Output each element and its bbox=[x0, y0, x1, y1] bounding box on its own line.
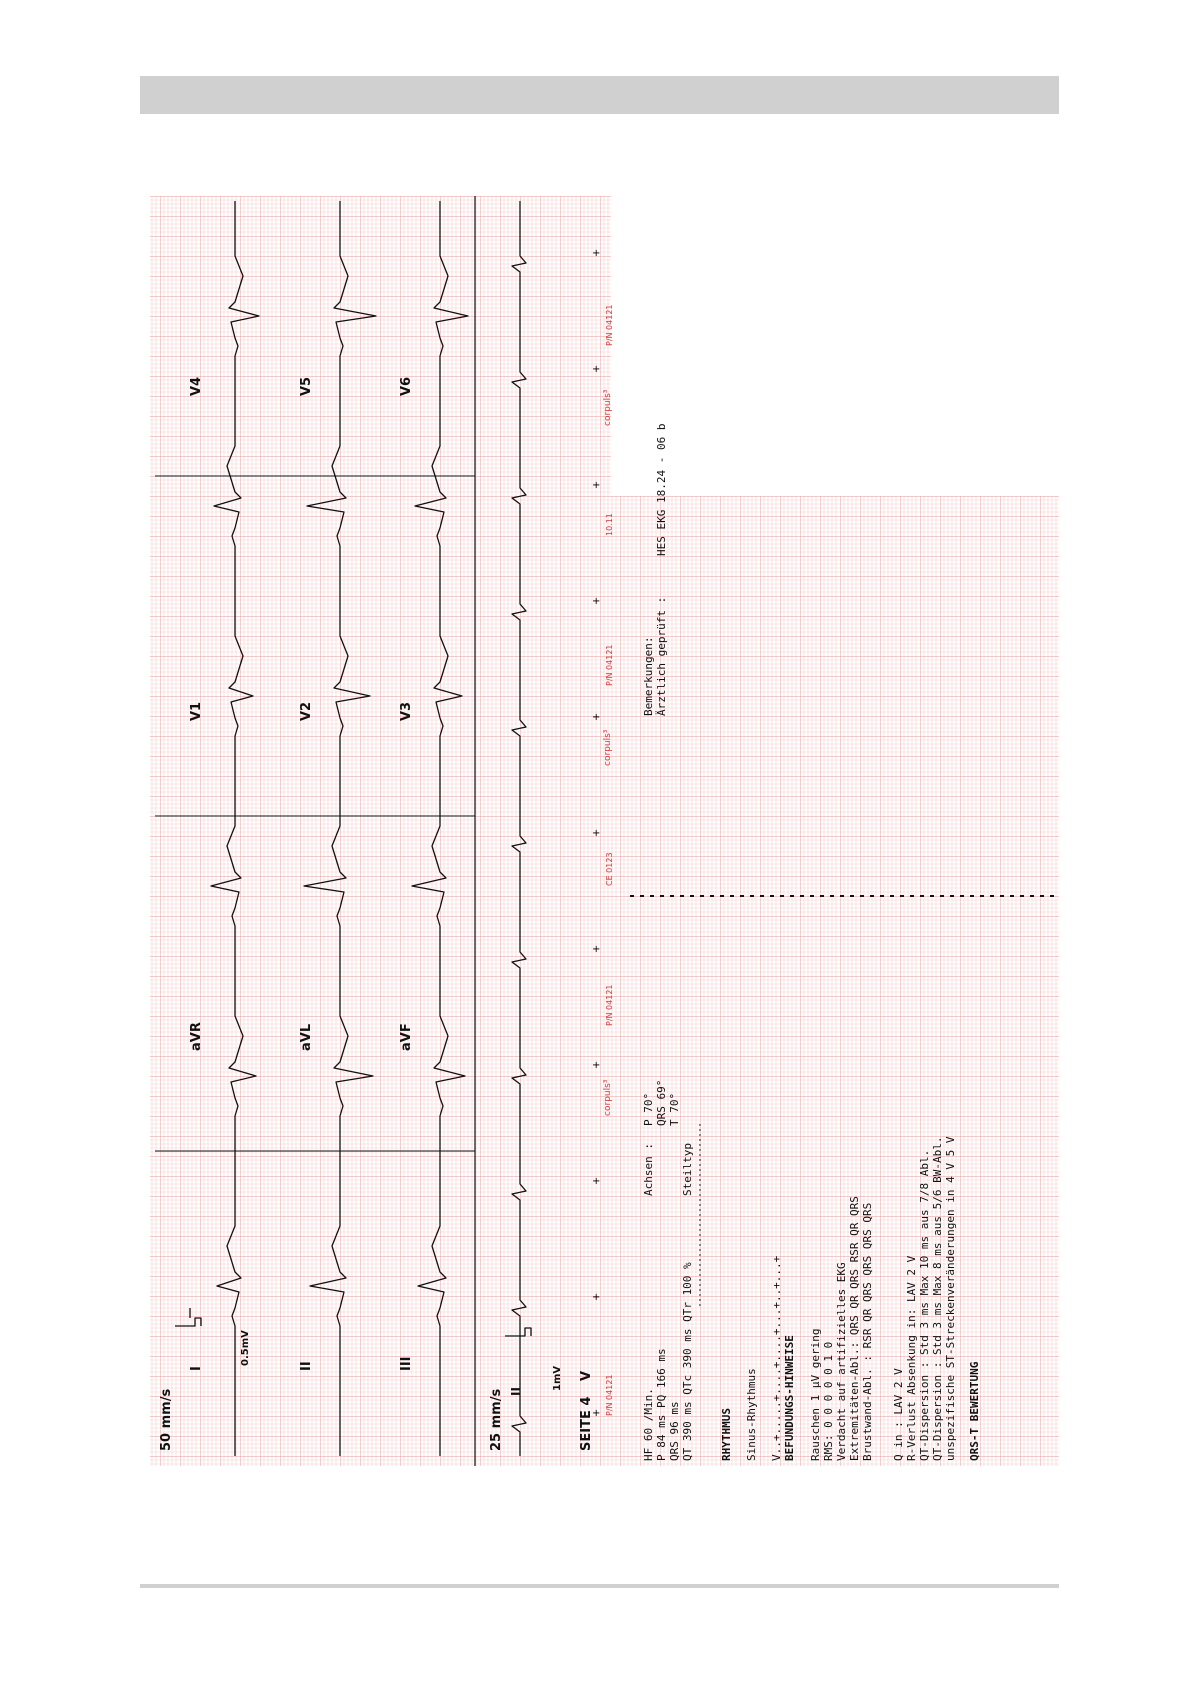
measure-line: P 84 ms PQ 166 ms bbox=[655, 1348, 668, 1461]
ecg-printout bbox=[140, 196, 1059, 1466]
code-mark: 10.11 bbox=[605, 513, 614, 536]
lead-label-v6: V6 bbox=[399, 376, 414, 396]
paper-tick-mark: + bbox=[592, 1060, 601, 1071]
lead-label-v5: V5 bbox=[299, 376, 314, 396]
paper-tick-mark: + bbox=[592, 1176, 601, 1187]
brand-mark: corpuls³ bbox=[603, 389, 613, 426]
remarks-label: Bemerkungen: bbox=[642, 636, 655, 716]
section-line: R-Verlust Absenkung in: LAV 2 V bbox=[905, 1255, 918, 1461]
axes-label: Achsen : bbox=[642, 1143, 655, 1196]
section-line: Rauschen 1 µV gering bbox=[809, 1328, 822, 1461]
speed-bottom-label: 25 mm/s bbox=[489, 1388, 504, 1451]
axis-qrs: QRS 69° bbox=[655, 1079, 668, 1126]
ce-mark: CE 0123 bbox=[605, 852, 614, 886]
page-label: SEITE 4 bbox=[579, 1396, 594, 1451]
section-title: RHYTHMUS bbox=[720, 1408, 733, 1461]
paper-tick-mark: + bbox=[592, 944, 601, 955]
axis-t: T 70° bbox=[668, 1092, 681, 1126]
measure-line: QRS 96 ms bbox=[668, 1401, 681, 1461]
paper-tick-mark: + bbox=[592, 1408, 601, 1419]
section-line: QT-Dispersion : Std 3 ms Max 10 ms aus 7/8 Abl. bbox=[918, 1149, 931, 1461]
pn-mark: P/N 04121 bbox=[605, 644, 614, 686]
lead-label-v1: V1 bbox=[189, 701, 204, 721]
lead-label-v4: V4 bbox=[189, 376, 204, 396]
paper-tick-mark: + bbox=[592, 596, 601, 607]
section-line: Sinus-Rhythmus bbox=[745, 1368, 758, 1461]
measure-line: HF 60 /Min. bbox=[642, 1388, 655, 1461]
lead-label-v2: V2 bbox=[299, 701, 314, 721]
lead-label-avr: aVR bbox=[189, 1022, 204, 1051]
section-line: RMS: 0 0 0 0 0 1 0 bbox=[822, 1341, 835, 1461]
brand-mark: corpuls³ bbox=[603, 729, 613, 766]
paper-tick-mark: + bbox=[592, 712, 601, 723]
lead-label-v3: V3 bbox=[399, 701, 414, 721]
section-line: V..+.....+....+....+...+..+...+ bbox=[770, 1255, 783, 1461]
speed-top-label: 50 mm/s bbox=[159, 1388, 174, 1451]
section-line: unspezifische ST-Streckenveränderungen in 4 V 5 V bbox=[944, 1136, 957, 1461]
lead-label-avl: aVL bbox=[299, 1023, 314, 1051]
section-line: Brustwand-Abl. : RSR QR QRS QRS QRS QRS bbox=[861, 1202, 874, 1461]
lead-label-iii: III bbox=[399, 1356, 414, 1371]
paper-tick-mark: + bbox=[592, 828, 601, 839]
brand-mark: corpuls³ bbox=[603, 1079, 613, 1116]
pn-mark: P/N 04121 bbox=[605, 1374, 614, 1416]
paper-tick-mark: + bbox=[592, 364, 601, 375]
rhythm-lead-ii-label: II bbox=[509, 1387, 523, 1396]
axis-type: Steiltyp bbox=[681, 1143, 694, 1196]
pn-mark: P/N 04121 bbox=[605, 984, 614, 1026]
section-title: QRS-T BEWERTUNG bbox=[968, 1361, 981, 1461]
section-line: Verdacht auf artifizielles EKG bbox=[835, 1262, 848, 1461]
pn-mark: P/N 04121 bbox=[605, 304, 614, 346]
report-strip-edge bbox=[603, 496, 611, 1466]
calibration-bottom-label: 1mV bbox=[552, 1365, 563, 1391]
lead-label-ii: II bbox=[299, 1361, 314, 1371]
measure-line: QT 390 ms QTc 390 ms QTr 100 % bbox=[681, 1262, 694, 1461]
section-title: BEFUNDUNGS-HINWEISE bbox=[783, 1335, 796, 1461]
axis-p: P 70° bbox=[642, 1092, 655, 1126]
checked-label: Ärztlich geprüft : bbox=[655, 596, 668, 716]
paper-tick-mark: + bbox=[592, 1292, 601, 1303]
section-line: QT-Dispersion : Std 3 ms Max 8 ms aus 5/6 BW-Abl. bbox=[931, 1136, 944, 1461]
ecg-strip-12-lead bbox=[150, 196, 603, 1466]
calibration-top-label: 0.5mV bbox=[240, 1330, 251, 1366]
lead-label-avf: aVF bbox=[399, 1023, 414, 1051]
section-line: Extremitäten-Abl.: QRS QR QRS RSR QR QRS bbox=[848, 1196, 861, 1461]
header-bar bbox=[140, 76, 1059, 114]
ecg-printout-svg bbox=[140, 196, 1059, 1466]
footer-rule bbox=[140, 1584, 1059, 1588]
paper-tick-mark: + bbox=[592, 248, 601, 259]
paper-tick-mark: + bbox=[592, 480, 601, 491]
lead-label-i: I bbox=[189, 1366, 204, 1371]
section-line: Q in : LAV 2 V bbox=[892, 1368, 905, 1461]
doc-code: HES EKG 18.24 - 06 b bbox=[655, 423, 668, 556]
rhythm-lead-label: V bbox=[579, 1370, 594, 1381]
